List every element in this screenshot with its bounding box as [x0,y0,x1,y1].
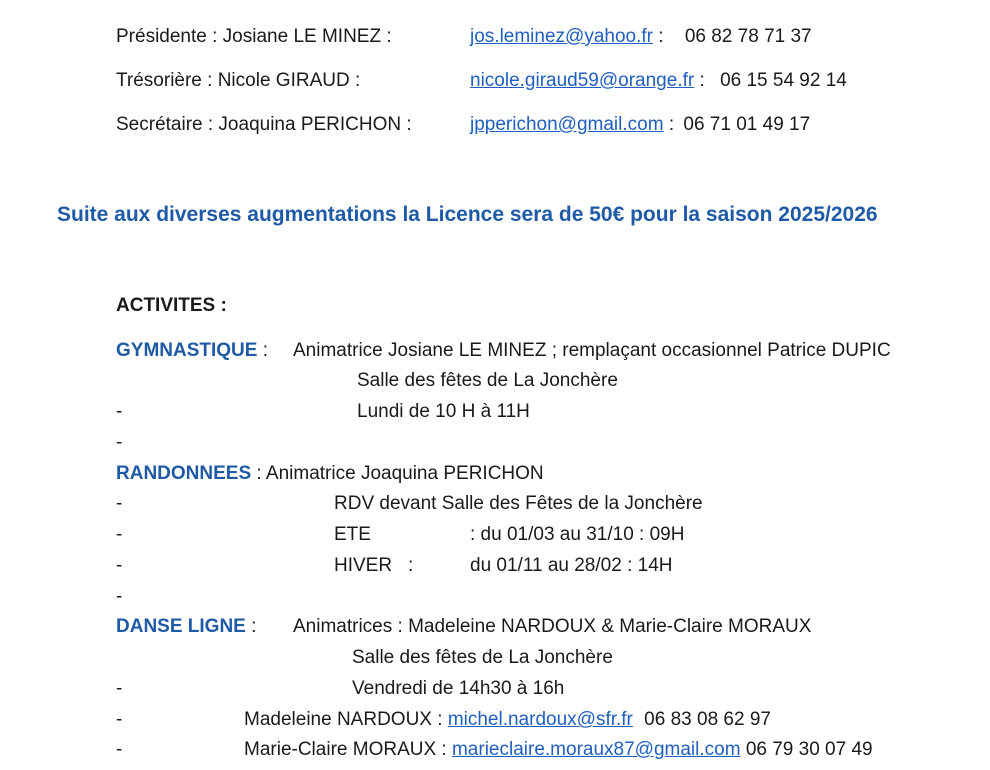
treasurer-phone: 06 15 54 92 14 [720,70,847,91]
treasurer-email-link[interactable]: nicole.giraud59@orange.fr [470,70,695,91]
danse-contact2-phone: 06 79 30 07 49 [745,739,873,760]
secretary-email-sep: : [663,114,675,135]
rando-meeting: RDV devant Salle des Fêtes de la Jonchère [334,493,703,514]
rando-section-line [116,462,544,486]
gym-place: Salle des fêtes de La Jonchère [357,370,618,391]
rando-hiver-sep: : [408,555,414,576]
rando-ete-value: : du 01/03 au 31/10 : 09H [470,524,685,545]
danse-section-line [116,615,256,639]
danse-contact2-line [244,738,873,762]
gym-title-sep: : [257,340,269,361]
president-email-sep: : [652,26,664,47]
rando-animator: : Animatrice Joaquina PERICHON [251,463,544,484]
danse-contact1-email-link[interactable]: michel.nardoux@sfr.fr [447,709,633,730]
president-phone: 06 82 78 71 37 [684,26,812,47]
contact-secretary-name: Secrétaire : Joaquina PERICHON : [116,114,412,135]
bullet-dash: - [116,524,123,545]
danse-schedule: Vendredi de 14h30 à 16h [352,678,565,699]
gym-animators: Animatrice Josiane LE MINEZ ; remplaçant occasionnel Patrice DUPIC [293,340,891,361]
rando-hiver-value: du 01/11 au 28/02 : 14H [470,555,673,576]
gym-section-line [116,339,268,363]
treasurer-email-sep: : [694,70,705,91]
bullet-dash: - [116,678,123,699]
danse-title: DANSE LIGNE [116,616,246,637]
president-email-link[interactable]: jos.leminez@yahoo.fr [470,26,653,47]
bullet-dash: - [116,709,123,730]
danse-contact1-phone: 06 83 08 62 97 [644,709,771,730]
bullet-dash: - [116,493,123,514]
activities-heading: ACTIVITES : [116,295,227,316]
bullet-dash: - [116,555,123,576]
rando-title: RANDONNEES [116,463,252,484]
bullet-dash: - [116,739,123,760]
gym-schedule: Lundi de 10 H à 11H [357,401,530,422]
contact-treasurer-name: Trésorière : Nicole GIRAUD : [116,70,361,91]
gym-title: GYMNASTIQUE [116,340,258,361]
danse-animators: Animatrices : Madeleine NARDOUX & Marie-Claire MORAUX [293,616,812,637]
contact-president-line [470,25,812,49]
danse-contact1-line [244,708,771,732]
danse-contact2-email-link[interactable]: marieclaire.moraux87@gmail.com [451,739,741,760]
rando-hiver-label: HIVER [334,555,393,576]
bullet-dash: - [116,432,123,453]
contact-secretary-line [470,113,810,137]
danse-contact1-name: Madeleine NARDOUX : [244,709,443,730]
danse-title-sep: : [245,616,257,637]
rando-ete-label: ETE [334,524,371,545]
contact-president-name: Présidente : Josiane LE MINEZ : [116,26,392,47]
contact-treasurer-line [470,69,847,93]
danse-place: Salle des fêtes de La Jonchère [352,647,613,668]
licence-notice: Suite aux diverses augmentations la Licence sera de 50€ pour la saison 2025/2026 [57,203,878,226]
bullet-dash: - [116,401,123,422]
bullet-dash: - [116,586,123,607]
secretary-phone: 06 71 01 49 17 [683,114,811,135]
secretary-email-link[interactable]: jpperichon@gmail.com [470,114,664,135]
danse-contact2-name: Marie-Claire MORAUX : [244,739,447,760]
